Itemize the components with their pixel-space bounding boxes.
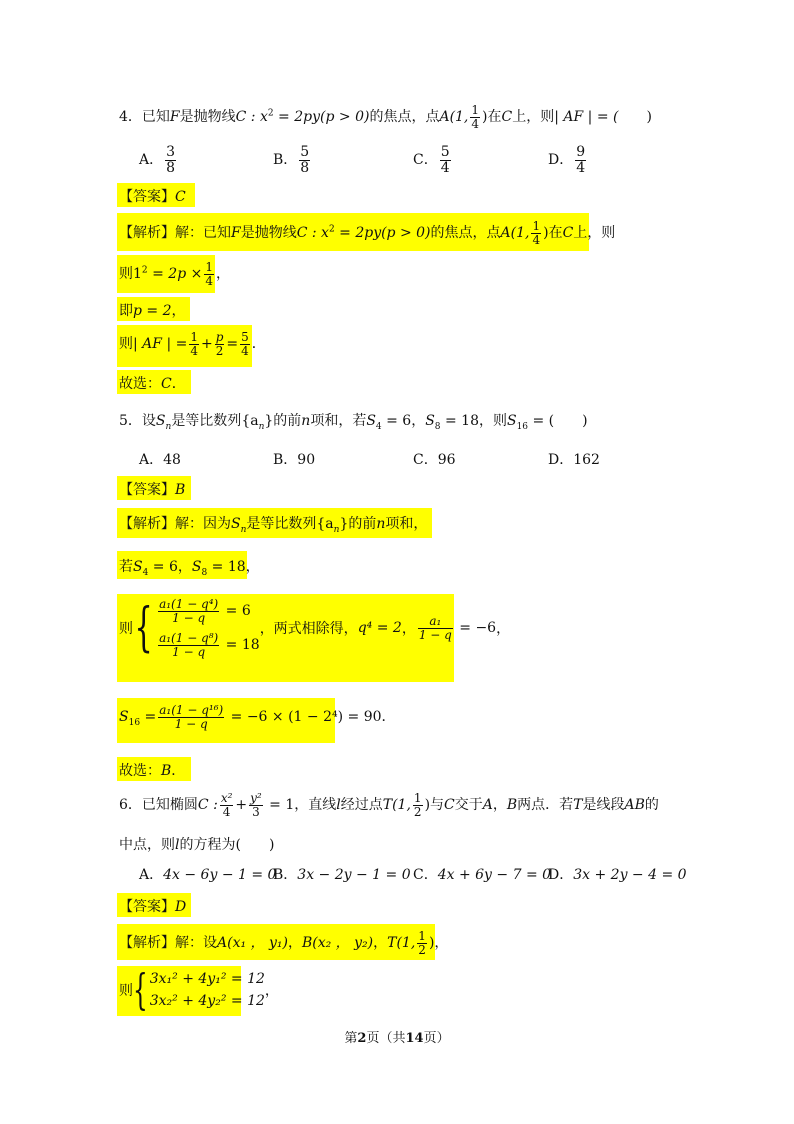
fraction bbox=[158, 632, 219, 658]
answer-value: C bbox=[175, 189, 186, 205]
q6-option-c[interactable] bbox=[413, 864, 551, 884]
den: 4 bbox=[222, 804, 231, 819]
text: 第 bbox=[344, 1031, 358, 1046]
math: C bbox=[444, 797, 455, 814]
option-label: A． bbox=[139, 452, 164, 468]
num: x² bbox=[220, 791, 233, 805]
num: y² bbox=[250, 791, 262, 805]
answer-value: B bbox=[175, 482, 186, 498]
fraction bbox=[220, 792, 234, 818]
text: 则 bbox=[119, 266, 133, 283]
option-label: C． bbox=[413, 452, 438, 468]
text: 故选： bbox=[119, 763, 161, 779]
text: 即 bbox=[119, 303, 133, 319]
text: ， bbox=[401, 621, 416, 638]
num: a₁(1 − q⁸) bbox=[159, 631, 219, 646]
q5-option-b[interactable] bbox=[273, 449, 315, 469]
fraction bbox=[215, 331, 225, 357]
num: 1 bbox=[413, 791, 422, 805]
math: S bbox=[425, 413, 435, 429]
answer-value: D bbox=[175, 899, 187, 915]
q5-choose bbox=[119, 760, 185, 780]
math: + bbox=[235, 797, 248, 814]
text: 上，则 bbox=[512, 109, 555, 126]
text: 解：设 bbox=[175, 935, 217, 952]
option-label: A． bbox=[139, 152, 164, 169]
sub: n bbox=[258, 421, 265, 432]
text: 已知 bbox=[141, 109, 170, 126]
text: ． bbox=[171, 376, 186, 392]
analysis-label: 【解析】 bbox=[119, 934, 175, 951]
sub: n bbox=[333, 524, 340, 535]
option-label: C． bbox=[413, 152, 438, 169]
q5-option-d[interactable] bbox=[548, 449, 600, 469]
math: S bbox=[506, 413, 517, 429]
num: 1 bbox=[471, 103, 480, 117]
answer-label: 【答案】 bbox=[119, 898, 175, 914]
text: ， bbox=[496, 621, 511, 638]
text: 的前 bbox=[348, 516, 377, 532]
equation-system bbox=[150, 968, 265, 1012]
text: ． bbox=[251, 336, 266, 353]
math: = ( bbox=[528, 413, 555, 429]
sup: 2 bbox=[141, 265, 148, 276]
q5-analysis-1 bbox=[119, 513, 427, 535]
math: + bbox=[200, 336, 213, 353]
system-row bbox=[156, 632, 260, 658]
q4-number: 4． bbox=[119, 109, 142, 126]
math: ) bbox=[428, 935, 435, 952]
q4-analysis-4 bbox=[119, 331, 266, 357]
text: 是等比数列 bbox=[171, 413, 242, 429]
text: ) bbox=[240, 837, 275, 853]
den: 1 − q bbox=[172, 610, 206, 625]
text: 则 bbox=[119, 983, 133, 999]
option-value: 48 bbox=[163, 452, 181, 468]
math: S bbox=[231, 516, 241, 532]
text: ． bbox=[381, 709, 396, 726]
q4-answer bbox=[119, 186, 186, 206]
math: B bbox=[161, 763, 172, 779]
text: 经过点 bbox=[340, 797, 383, 814]
math: = 18 bbox=[221, 637, 260, 654]
fraction bbox=[165, 145, 176, 175]
option-label: B． bbox=[273, 867, 298, 883]
text: 中点，则 bbox=[119, 837, 175, 853]
math: C : x bbox=[235, 109, 268, 126]
fraction bbox=[249, 792, 263, 818]
math: l bbox=[336, 797, 341, 814]
den: 4 bbox=[440, 159, 450, 176]
sup: 2 bbox=[328, 224, 335, 235]
q5-analysis-3 bbox=[119, 598, 510, 658]
page-number: 2 bbox=[357, 1031, 367, 1046]
den: 2 bbox=[418, 942, 426, 957]
math: {a bbox=[241, 413, 259, 429]
num: 5 bbox=[300, 144, 310, 160]
total-pages: 14 bbox=[405, 1031, 424, 1046]
option-value: 4x − 6y − 1 = 0 bbox=[163, 867, 277, 883]
text: ， bbox=[171, 303, 186, 319]
q4-choose bbox=[119, 373, 186, 393]
q4-option-c[interactable] bbox=[413, 145, 453, 175]
text: ， bbox=[492, 797, 507, 814]
math: T(1, bbox=[382, 797, 411, 814]
math: A(x₁ ， y₁) bbox=[217, 935, 288, 952]
num: p bbox=[215, 330, 224, 344]
math: = 6 bbox=[221, 603, 251, 620]
option-value: 4x + 6y − 7 = 0 bbox=[437, 867, 552, 883]
text: )在 bbox=[543, 225, 563, 242]
q4-analysis-1 bbox=[119, 220, 615, 246]
sub: n bbox=[165, 421, 172, 432]
num: a₁(1 − q¹⁶) bbox=[159, 703, 224, 717]
q6-stem-1 bbox=[119, 792, 659, 818]
math: S bbox=[119, 709, 129, 726]
text: 的前 bbox=[273, 413, 302, 429]
text: 页） bbox=[423, 1031, 450, 1046]
option-label: B． bbox=[273, 452, 298, 468]
text: ， bbox=[177, 559, 192, 575]
math: A(1, bbox=[439, 109, 469, 126]
q4-analysis-2 bbox=[119, 261, 230, 287]
math: A(1, bbox=[500, 225, 530, 242]
option-label: D． bbox=[548, 452, 574, 468]
text: 项和，若 bbox=[310, 413, 367, 429]
text: ， bbox=[287, 935, 302, 952]
sub: 4 bbox=[142, 567, 149, 578]
q6-analysis-2 bbox=[119, 965, 279, 1014]
equation: 3x₂² + 4y₂² = 12 bbox=[149, 993, 265, 1009]
math: } bbox=[264, 413, 274, 429]
fraction bbox=[440, 145, 451, 175]
den: 8 bbox=[300, 159, 310, 176]
math: = 18 bbox=[440, 413, 479, 429]
math: = −6 bbox=[454, 620, 497, 637]
text: 是等比数列 bbox=[246, 516, 317, 532]
text: 是线段 bbox=[582, 797, 625, 814]
text: )在 bbox=[482, 109, 502, 126]
math: B bbox=[506, 797, 518, 814]
text: 设 bbox=[141, 413, 156, 429]
q5-option-a[interactable] bbox=[139, 449, 181, 469]
fraction bbox=[418, 615, 453, 641]
sub: 8 bbox=[434, 421, 441, 432]
math: p = 2 bbox=[133, 303, 172, 319]
math: l bbox=[175, 837, 180, 853]
option-value: 3x − 2y − 1 = 0 bbox=[297, 867, 411, 883]
math: S bbox=[366, 413, 376, 429]
num: a₁ bbox=[418, 615, 453, 629]
text: 与 bbox=[430, 797, 445, 814]
fraction bbox=[189, 331, 199, 357]
math: C bbox=[501, 109, 513, 126]
num: a₁(1 − q⁴) bbox=[159, 597, 219, 611]
q4-analysis-3 bbox=[119, 300, 186, 320]
option-label: D． bbox=[548, 152, 574, 169]
den: 2 bbox=[215, 343, 224, 358]
text: 的焦点，点 bbox=[430, 225, 501, 242]
math: = bbox=[226, 336, 239, 353]
den: 4 bbox=[190, 343, 198, 358]
den: 3 bbox=[252, 804, 260, 819]
math: = −6 × (1 − 2⁴) = 90 bbox=[226, 709, 382, 726]
fraction bbox=[299, 145, 310, 175]
answer-label: 【答案】 bbox=[119, 481, 175, 497]
den: 1 − q bbox=[418, 627, 452, 642]
math: | AF | = bbox=[133, 336, 188, 353]
math: S bbox=[191, 559, 202, 575]
option-label: B． bbox=[273, 152, 298, 169]
fraction bbox=[240, 331, 250, 357]
text: 若 bbox=[119, 559, 133, 575]
den: 4 bbox=[576, 159, 586, 176]
den: 4 bbox=[205, 273, 213, 288]
text: ) bbox=[618, 109, 652, 126]
math: = bbox=[140, 709, 157, 726]
math: AB bbox=[624, 797, 645, 814]
math: = 18 bbox=[207, 559, 246, 575]
q5-number: 5． bbox=[119, 413, 142, 429]
num: 9 bbox=[576, 144, 586, 160]
text: ， bbox=[215, 266, 230, 283]
sub: 4 bbox=[375, 421, 382, 432]
brace-icon: { bbox=[133, 965, 148, 1014]
text: 则 bbox=[119, 621, 133, 638]
option-label: A． bbox=[139, 867, 164, 883]
fraction bbox=[417, 930, 427, 956]
text: 的 bbox=[644, 797, 659, 814]
num: 5 bbox=[241, 330, 249, 344]
q6-option-a[interactable] bbox=[139, 864, 276, 884]
sub: n bbox=[240, 524, 247, 535]
math: {a bbox=[316, 516, 334, 532]
den: 2 bbox=[413, 804, 422, 819]
text: ， bbox=[411, 413, 426, 429]
fraction bbox=[575, 145, 586, 175]
num: 1 bbox=[532, 219, 541, 233]
num: 5 bbox=[440, 144, 450, 160]
brace-icon: { bbox=[134, 598, 153, 659]
math: F bbox=[169, 109, 180, 126]
q6-answer bbox=[119, 896, 186, 916]
sub: 16 bbox=[516, 421, 529, 432]
math: F bbox=[231, 225, 241, 242]
text: ，则 bbox=[478, 413, 507, 429]
q5-analysis-2 bbox=[119, 556, 260, 578]
math: 1 bbox=[133, 266, 142, 283]
text: 则 bbox=[119, 336, 133, 353]
den: 8 bbox=[166, 159, 176, 176]
q4-option-a[interactable] bbox=[139, 145, 178, 175]
math: = 2py(p > 0) bbox=[334, 225, 431, 242]
fraction bbox=[204, 261, 214, 287]
sup: 2 bbox=[267, 108, 274, 119]
math: n bbox=[376, 516, 386, 532]
text: ， bbox=[434, 935, 449, 952]
text: 的方程为( bbox=[179, 837, 241, 853]
equation-system bbox=[156, 598, 260, 658]
math: C : bbox=[197, 797, 218, 814]
num: 1 bbox=[190, 330, 198, 344]
fraction bbox=[531, 220, 541, 246]
den: 4 bbox=[471, 116, 480, 131]
q6-option-b[interactable] bbox=[273, 864, 411, 884]
text: 页（共 bbox=[366, 1031, 406, 1046]
option-value: 96 bbox=[437, 452, 456, 468]
q6-number: 6． bbox=[119, 797, 142, 814]
fraction bbox=[470, 104, 480, 130]
text: 解：已知 bbox=[175, 225, 231, 242]
text: 解：因为 bbox=[175, 516, 231, 532]
option-label: C． bbox=[413, 867, 438, 883]
q4-option-b[interactable] bbox=[273, 145, 312, 175]
math: C : x bbox=[296, 225, 329, 242]
math: = 2py(p > 0) bbox=[273, 109, 370, 126]
option-label: D． bbox=[548, 867, 574, 883]
q4-stem bbox=[119, 104, 652, 130]
den: 1 − q bbox=[174, 716, 208, 731]
option-value: 162 bbox=[573, 452, 600, 468]
fraction bbox=[413, 792, 423, 818]
math: C bbox=[161, 376, 172, 392]
text: 已知椭圆 bbox=[141, 797, 198, 814]
analysis-label: 【解析】 bbox=[119, 515, 175, 531]
text: ， bbox=[245, 559, 260, 575]
sub: 16 bbox=[128, 717, 141, 728]
math: T(1, bbox=[387, 935, 416, 952]
text: 交于 bbox=[454, 797, 483, 814]
system-row bbox=[150, 990, 265, 1012]
equation: 3x₁² + 4y₁² = 12 bbox=[149, 971, 265, 987]
math: C bbox=[562, 225, 574, 242]
math: B(x₂ ， y₂) bbox=[301, 935, 374, 952]
text: 两点．若 bbox=[517, 797, 574, 814]
text: ， bbox=[373, 935, 388, 952]
q5-option-c[interactable] bbox=[413, 449, 456, 469]
text: ，两式相除得， bbox=[259, 621, 358, 638]
text: ，直线 bbox=[294, 797, 337, 814]
den: 1 − q bbox=[172, 644, 206, 659]
q6-stem-2 bbox=[119, 834, 274, 854]
text: 是抛物线 bbox=[179, 109, 236, 126]
q5-answer bbox=[119, 479, 185, 499]
option-value: 90 bbox=[297, 452, 316, 468]
text: 项和， bbox=[385, 516, 428, 532]
math: S bbox=[155, 413, 166, 429]
math: S bbox=[133, 559, 143, 575]
den: 4 bbox=[532, 232, 541, 247]
math: = 2p × bbox=[147, 266, 203, 283]
math: n bbox=[301, 413, 311, 429]
text: 故选： bbox=[119, 376, 161, 392]
fraction bbox=[158, 704, 224, 730]
sub: 8 bbox=[201, 567, 208, 578]
math: T bbox=[573, 797, 583, 814]
system-row bbox=[156, 598, 260, 624]
math: q⁴ = 2 bbox=[357, 620, 402, 637]
math: = 1 bbox=[264, 797, 295, 814]
system-row bbox=[150, 968, 265, 990]
option-value: 3x + 2y − 4 = 0 bbox=[573, 867, 687, 883]
q5-analysis-4 bbox=[119, 704, 396, 730]
num: 1 bbox=[205, 260, 213, 274]
text: 上，则 bbox=[573, 225, 616, 242]
math: ) bbox=[424, 797, 431, 814]
fraction bbox=[158, 598, 219, 624]
q4-option-d[interactable] bbox=[548, 145, 588, 175]
text: 是抛物线 bbox=[240, 225, 297, 242]
q6-analysis-1 bbox=[119, 930, 448, 956]
analysis-label: 【解析】 bbox=[119, 224, 175, 241]
answer-label: 【答案】 bbox=[119, 188, 175, 204]
text: 的焦点，点 bbox=[369, 109, 440, 126]
page-footer bbox=[0, 1027, 794, 1046]
math: = 6 bbox=[148, 559, 178, 575]
math: } bbox=[339, 516, 349, 532]
q6-option-d[interactable] bbox=[548, 864, 687, 884]
text: ) bbox=[554, 413, 588, 429]
num: 1 bbox=[418, 929, 426, 943]
math: = 6 bbox=[381, 413, 412, 429]
q5-stem bbox=[119, 410, 588, 432]
den: 4 bbox=[241, 343, 249, 358]
math: | AF | = ( bbox=[554, 109, 619, 126]
num: 3 bbox=[166, 144, 176, 160]
text: ， bbox=[264, 983, 279, 999]
math: A bbox=[482, 797, 493, 814]
text: ． bbox=[171, 763, 186, 779]
